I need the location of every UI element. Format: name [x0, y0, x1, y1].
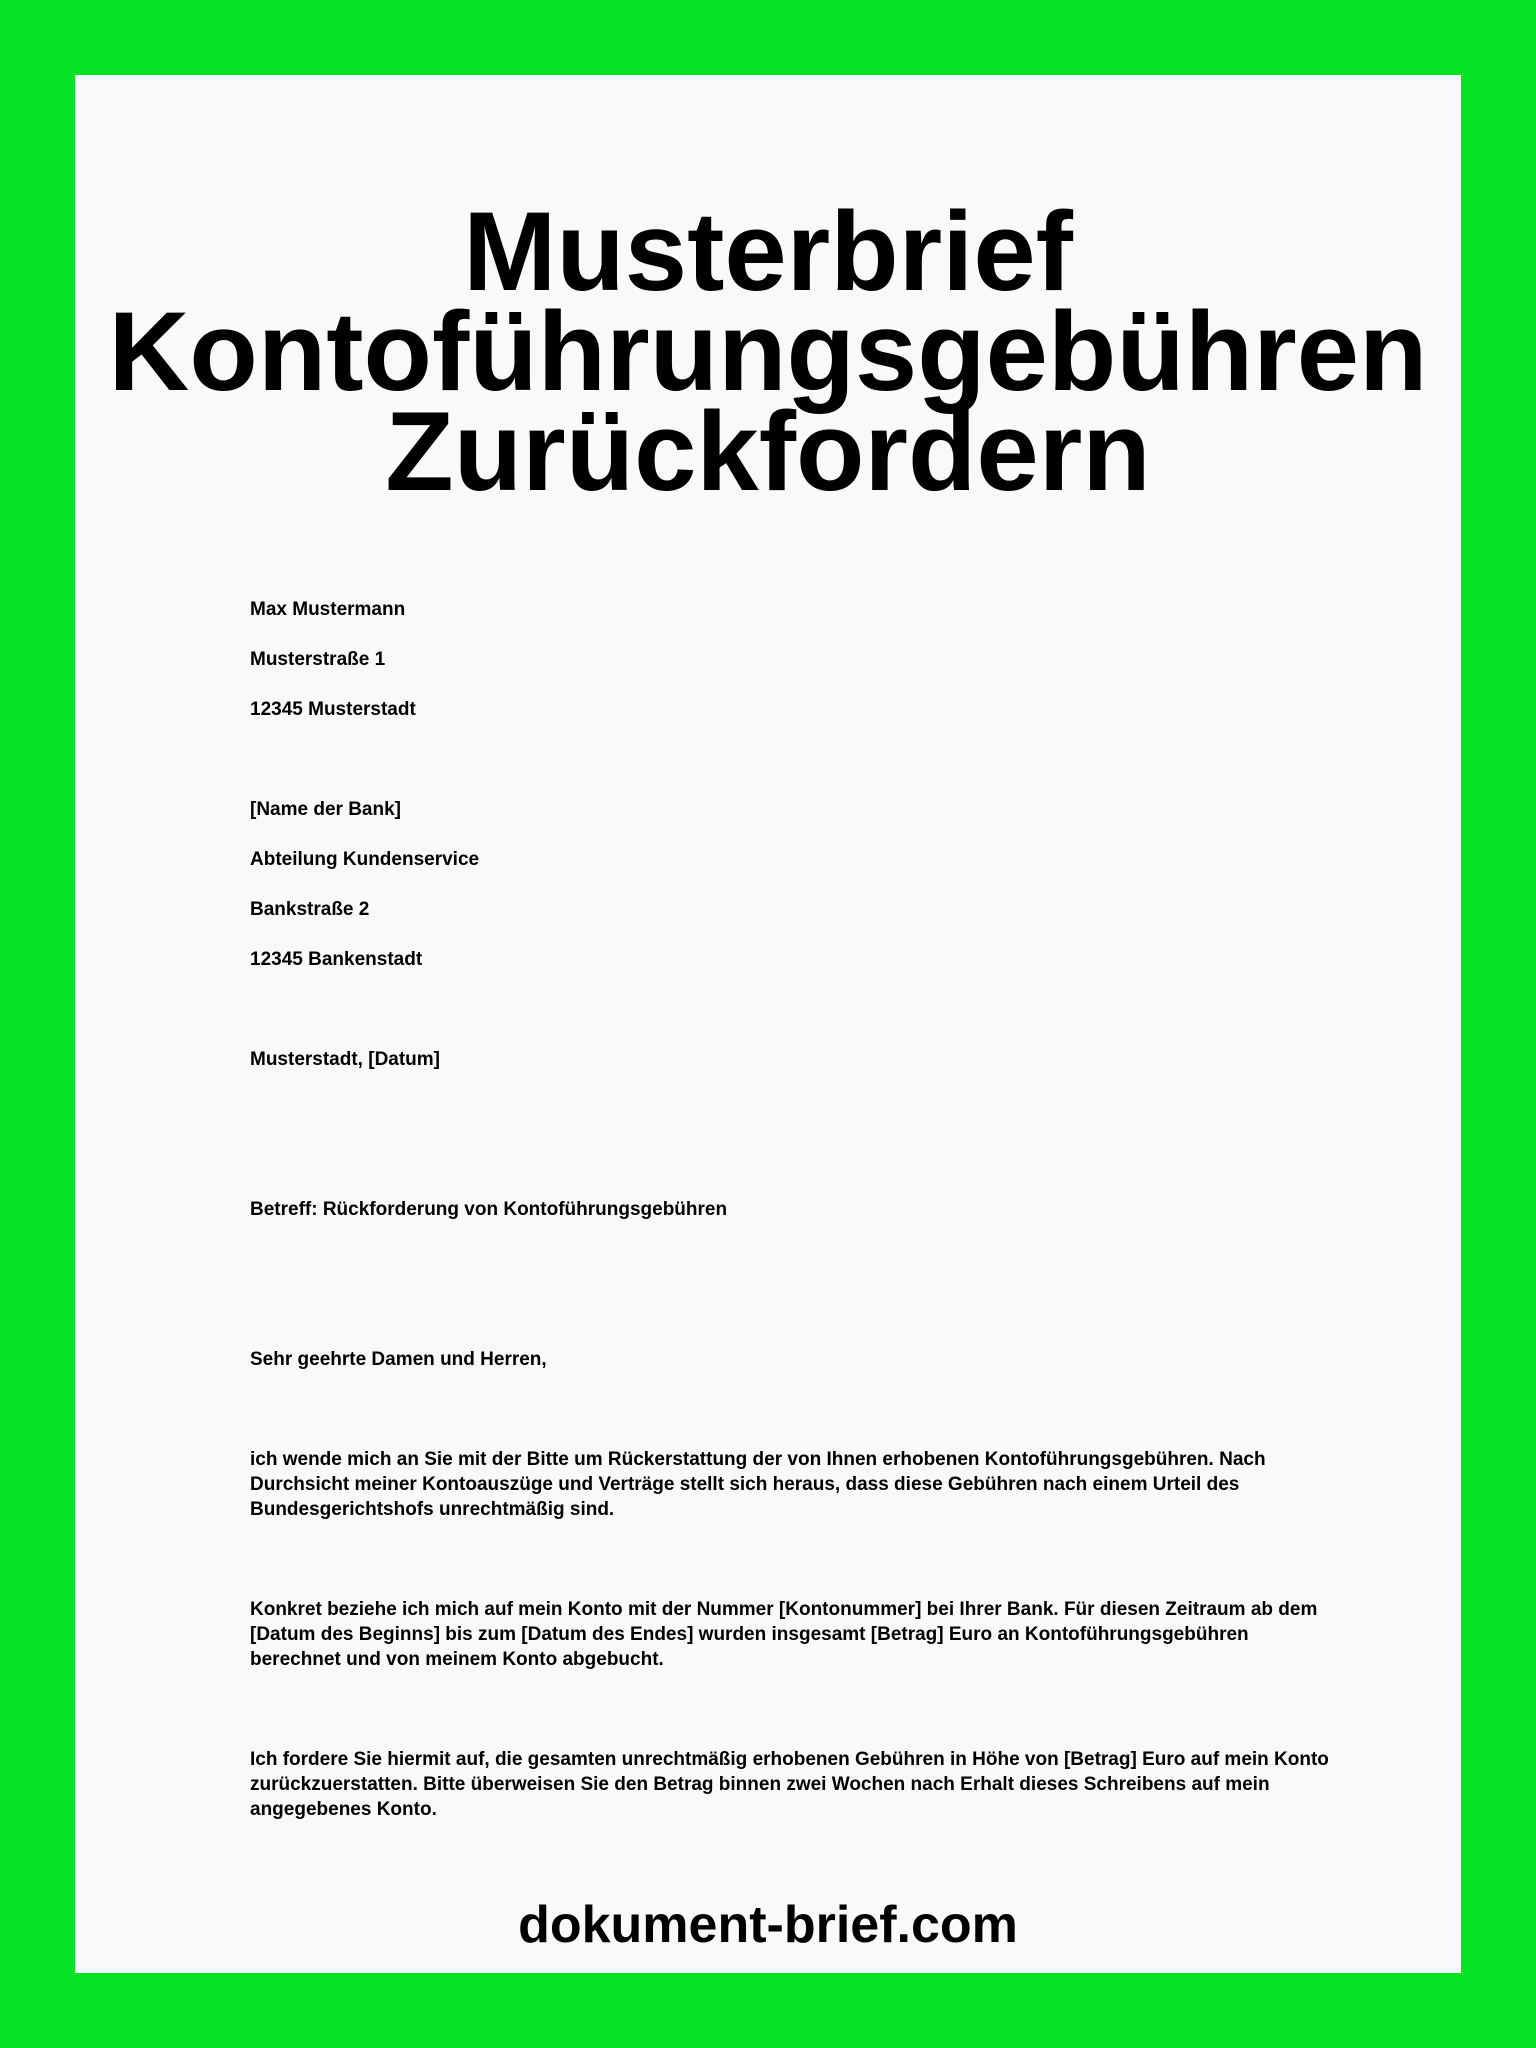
letter-paragraph: Ich fordere Sie hiermit auf, die gesamten unrechtmäßig erhobenen Gebühren in Höhe von [Betrag] Euro auf mein Konto zurückzuerstatten. Bitte überweisen Sie den Betrag binnen zwei Wochen nach Erhalt dieses Schreibens auf mein angegebenes Konto.: [250, 1749, 1329, 1820]
title-line-2: Kontoführungsgebühren: [108, 289, 1428, 414]
recipient-address: [250, 797, 1330, 972]
recipient-street: Bankstraße 2: [250, 899, 370, 920]
letter-body: [250, 597, 1330, 1822]
salutation: Sehr geehrte Damen und Herren,: [250, 1349, 547, 1370]
recipient-bank: [Name der Bank]: [250, 799, 401, 820]
subject-line: Betreff: Rückforderung von Kontoführungsgebühren: [250, 1199, 728, 1220]
sender-street: Musterstraße 1: [250, 649, 386, 670]
place-date: Musterstadt, [Datum]: [250, 1049, 441, 1070]
letter-paragraph: ich wende mich an Sie mit der Bitte um Rückerstattung der von Ihnen erhobenen Kontoführungsgebühren. Nach Durchsicht meiner Kontoauszüge und Verträge stellt sich heraus, dass diese Gebühren nach einem Urteil des Bundesgerichtshofs unrechtmäßig sind.: [250, 1449, 1266, 1520]
document-title: [75, 189, 1461, 514]
footer-url: dokument-brief.com: [518, 1896, 1018, 1954]
letter-paragraph: Konkret beziehe ich mich auf mein Konto mit der Nummer [Kontonummer] bei Ihrer Bank. Für diesen Zeitraum ab dem [Datum des Beginns] bis zum [Datum des Endes] wurden insgesamt [Betrag] Euro an Kontoführungsgebühren berechnet und von meinem Konto abgebucht.: [250, 1599, 1318, 1670]
title-line-3: Zurückfordern: [385, 389, 1151, 514]
sender-address: [250, 597, 1330, 722]
letter-sheet: [75, 75, 1461, 1973]
recipient-department: Abteilung Kundenservice: [250, 849, 480, 870]
title-line-1: Musterbrief: [463, 189, 1073, 314]
recipient-city: 12345 Bankenstadt: [250, 949, 423, 970]
sender-name: Max Mustermann: [250, 599, 406, 620]
sender-city: 12345 Musterstadt: [250, 699, 416, 720]
